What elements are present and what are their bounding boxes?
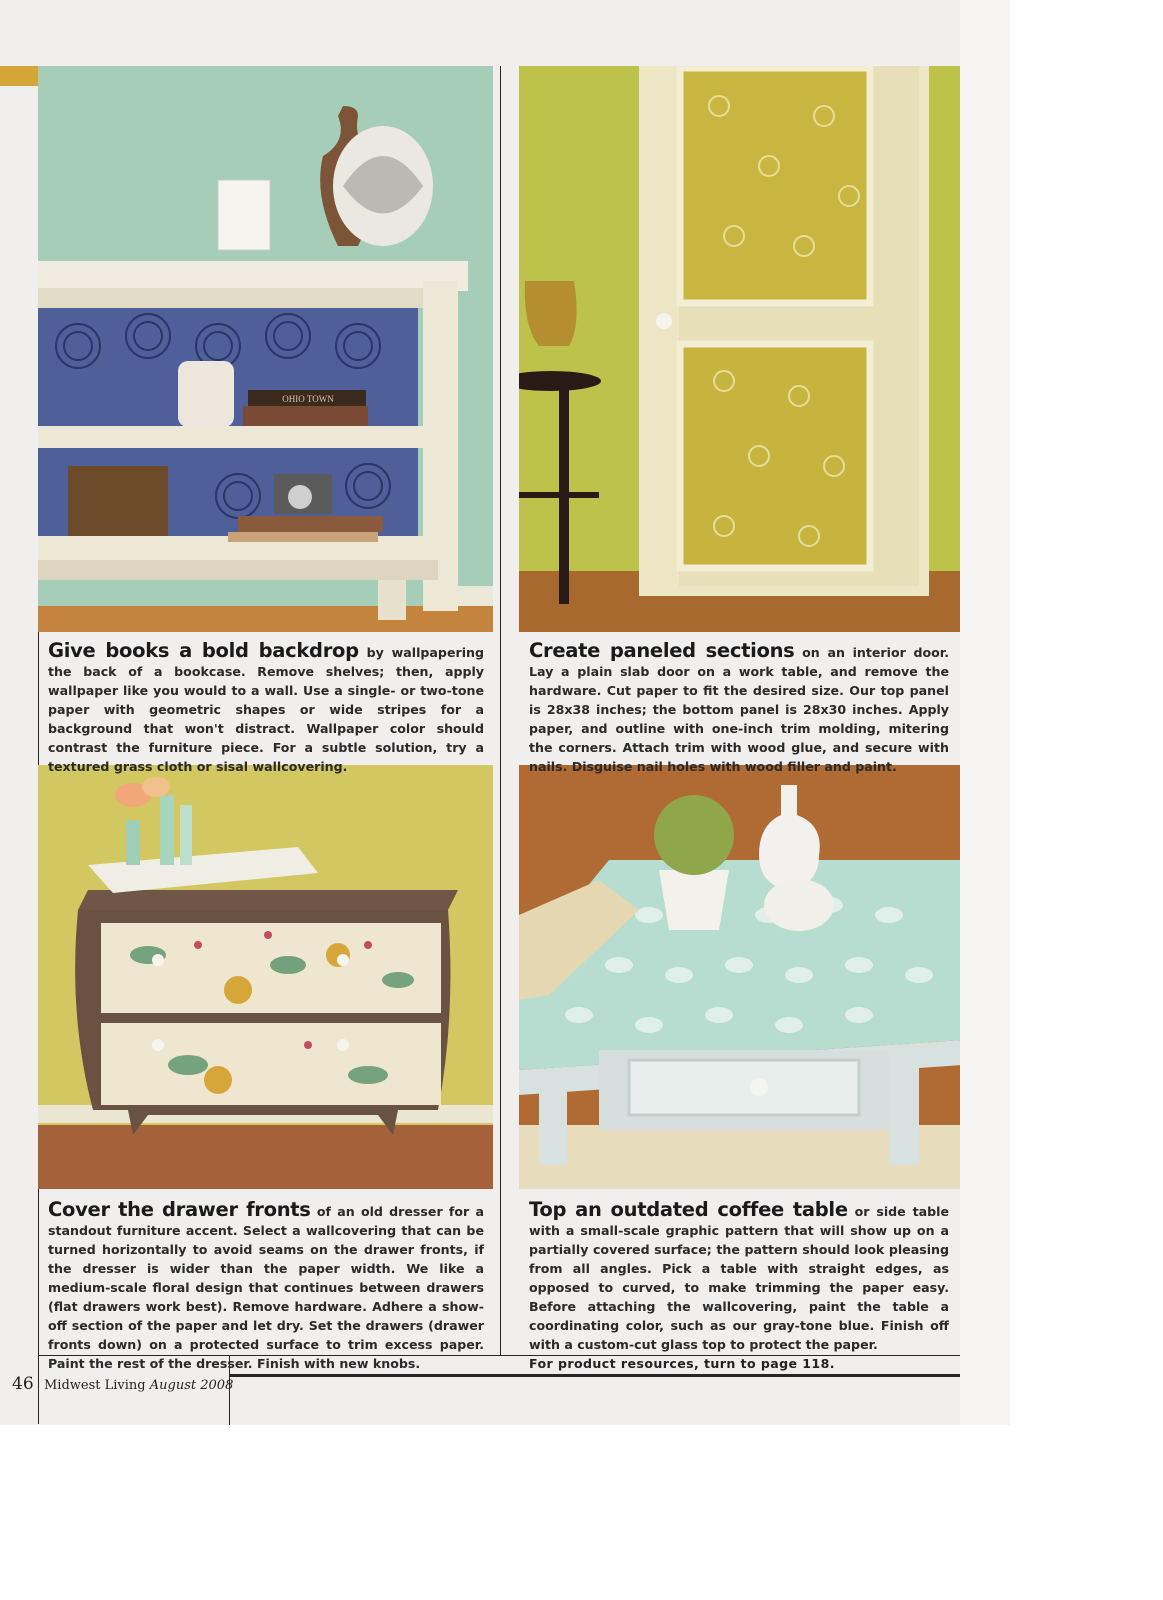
- article-coffee-table-headline: Top an outdated coffee table: [529, 1198, 848, 1221]
- article-coffee-table-body: or side table with a small-scale graphic pattern that will show up on a partially covered surface; the pattern should look pleasing from all angles. Pick a table with straight edges, as opposed to curved, to make trimming the paper easy. Before attaching the wallcovering, paint the table a coordinating color, such as our gray-tone blue. Finish off with a custom-cut glass top to protect the paper.: [529, 1204, 949, 1352]
- footer-rule-thick: [230, 1374, 982, 1377]
- product-resources-note: For product resources, turn to page 118.: [529, 1356, 835, 1371]
- article-coffee-table: [529, 1200, 949, 1373]
- article-dresser-body: of an old dresser for a standout furniture accent. Select a wallcovering that can be turned horizontally to avoid seams on the drawer fronts, if the dresser is wider than the paper width. We like a medium-scale floral design that continues between drawers (flat drawers work best). Remove hardware. Adhere a show-off section of the paper and let dry. Set the drawers (drawer fronts down) on a protected surface to trim excess paper. Paint the rest of the dresser. Finish with new knobs.: [48, 1204, 484, 1371]
- article-bookcase-body: by wallpapering the back of a bookcase. Remove shelves; then, apply wallpaper like you would to a wall. Use a single- or two-tone paper with geometric shapes or wide stripes for a background that won't distract. Wallpaper color should contrast the furniture piece. For a subtle solution, try a textured grass cloth or sisal wallcovering.: [48, 645, 484, 774]
- article-door-body: on an interior door. Lay a plain slab door on a work table, and remove the hardware. Cut paper to fit the desired size. Our top panel is 28x38 inches; the bottom panel is 28x30 inches. Apply paper, and outline with one-inch trim molding, mitering the corners. Attach trim with wood glue, and secure with nails. Disguise nail holes with wood filler and paint.: [529, 645, 949, 774]
- page-number: 46: [12, 1374, 34, 1394]
- dresser-photo: [38, 765, 493, 1189]
- magazine-name: Midwest Living: [44, 1378, 146, 1393]
- article-dresser-headline: Cover the drawer fronts: [48, 1198, 311, 1221]
- magazine-issue: August 2008: [149, 1378, 234, 1393]
- article-door-headline: Create paneled sections: [529, 639, 795, 662]
- door-photo: [519, 66, 963, 632]
- article-dresser: [48, 1200, 484, 1373]
- magazine-credit: [44, 1378, 233, 1393]
- column-rule-center: [500, 66, 501, 1356]
- book-spine-label: OHIO TOWN: [282, 394, 334, 404]
- bookcase-photo: [38, 66, 493, 632]
- article-door: [529, 641, 949, 776]
- torn-page-edge: [960, 0, 1010, 1425]
- article-bookcase: [48, 641, 484, 776]
- coffee-table-photo: [519, 765, 963, 1189]
- article-bookcase-headline: Give books a bold backdrop: [48, 639, 359, 662]
